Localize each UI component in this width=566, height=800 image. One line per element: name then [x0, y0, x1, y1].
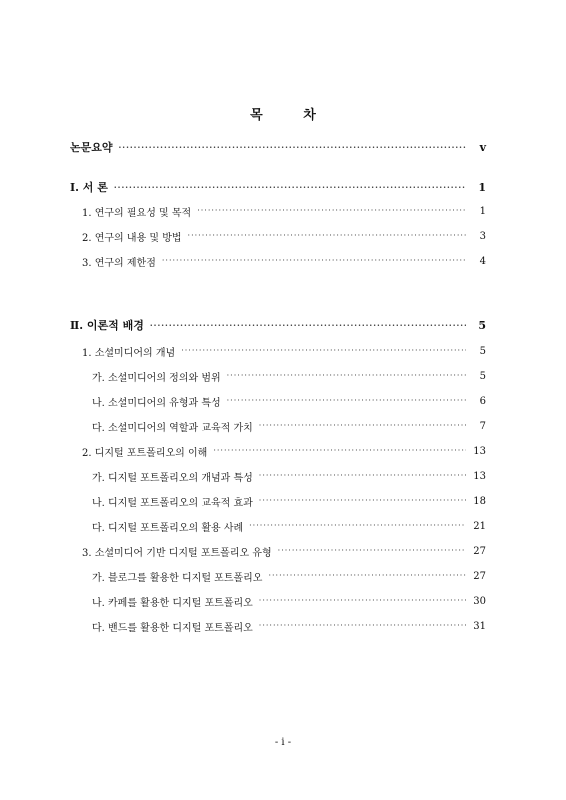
toc-entry-label: 1. 연구의 필요성 및 목적 — [82, 207, 192, 219]
toc-entry-label: 나. 소셜미디어의 유형과 특성 — [92, 397, 221, 409]
toc-subsection[interactable] — [92, 468, 486, 484]
toc-entry-page: 18 — [473, 495, 486, 507]
toc-subsection[interactable] — [92, 618, 486, 634]
toc-entry-label: 다. 디지털 포트폴리오의 활용 사례 — [92, 522, 244, 534]
toc-entry-label: 논문요약 — [70, 141, 113, 154]
toc-entry-page: 5 — [479, 370, 486, 382]
dot-leader — [227, 368, 466, 384]
toc-chapter-1[interactable] — [70, 179, 486, 195]
toc-entry-page: 6 — [479, 395, 486, 407]
dot-leader — [259, 418, 466, 434]
dot-leader — [181, 343, 466, 359]
toc-entry-label: Ⅱ. 이론적 배경 — [70, 319, 144, 332]
toc-subsection[interactable] — [92, 368, 486, 384]
dot-leader — [150, 317, 466, 333]
toc-section[interactable] — [82, 343, 486, 359]
dot-leader — [213, 443, 466, 459]
toc-entry-page: 3 — [479, 230, 486, 242]
dot-leader — [227, 393, 466, 409]
toc-section[interactable] — [82, 228, 486, 244]
toc-entry-page: 5 — [478, 318, 486, 332]
toc-entry-page: 1 — [479, 205, 486, 217]
toc-entry-label: 다. 소셜미디어의 역할과 교육적 가치 — [92, 422, 253, 434]
toc-section[interactable] — [82, 203, 486, 219]
toc-subsection[interactable] — [92, 393, 486, 409]
toc-entry-page: 27 — [473, 570, 486, 582]
toc-entry-abstract[interactable] — [70, 139, 486, 155]
toc-entry-page: 1 — [478, 180, 486, 194]
toc-entry-label: 3. 소셜미디어 기반 디지털 포트폴리오 유형 — [82, 547, 272, 559]
toc-subsection[interactable] — [92, 418, 486, 434]
toc-entry-label: 2. 디지털 포트폴리오의 이해 — [82, 447, 208, 459]
dot-leader — [259, 618, 466, 634]
toc-entry-label: 1. 소셜미디어의 개념 — [82, 347, 176, 359]
toc-entry-label: 가. 소셜미디어의 정의와 범위 — [92, 372, 221, 384]
toc-subsection[interactable] — [92, 568, 486, 584]
toc-subsection[interactable] — [92, 593, 486, 609]
toc-title: 목 차 — [250, 108, 334, 123]
dot-leader — [188, 228, 466, 244]
toc-entry-page: 13 — [473, 445, 486, 457]
toc-entry-label: 3. 연구의 제한점 — [82, 257, 156, 269]
toc-entry-label: 가. 디지털 포트폴리오의 개념과 특성 — [92, 472, 253, 484]
toc-entry-page: 4 — [479, 255, 486, 267]
toc-section[interactable] — [82, 443, 486, 459]
toc-entry-label: 나. 카페를 활용한 디지털 포트폴리오 — [92, 597, 253, 609]
toc-entry-page: 31 — [473, 620, 486, 632]
toc-chapter-2[interactable] — [70, 317, 486, 333]
toc-entry-page: 13 — [473, 470, 486, 482]
toc-entry-label: Ⅰ. 서 론 — [70, 181, 108, 194]
toc-entry-page: 21 — [473, 520, 486, 532]
dot-leader — [259, 468, 466, 484]
page-number-footer: - i - — [274, 737, 292, 748]
toc-entry-page: 5 — [479, 345, 486, 357]
toc-entry-label: 다. 밴드를 활용한 디지털 포트폴리오 — [92, 622, 253, 634]
toc-entry-page: v — [479, 140, 486, 154]
toc-entry-label: 가. 블로그를 활용한 디지털 포트폴리오 — [92, 572, 263, 584]
toc-subsection[interactable] — [92, 518, 486, 534]
toc-entry-page: 30 — [473, 595, 486, 607]
dot-leader — [249, 518, 466, 534]
toc-section[interactable] — [82, 543, 486, 559]
dot-leader — [197, 203, 466, 219]
dot-leader — [278, 543, 466, 559]
dot-leader — [259, 493, 466, 509]
toc-subsection[interactable] — [92, 493, 486, 509]
toc-entry-label: 나. 디지털 포트폴리오의 교육적 효과 — [92, 497, 253, 509]
dot-leader — [259, 593, 466, 609]
toc-entry-label: 2. 연구의 내용 및 방법 — [82, 232, 182, 244]
dot-leader — [119, 139, 466, 155]
toc-entry-page: 27 — [473, 545, 486, 557]
toc-entry-page: 7 — [479, 420, 486, 432]
dot-leader — [114, 179, 466, 195]
toc-section[interactable] — [82, 253, 486, 269]
dot-leader — [162, 253, 466, 269]
dot-leader — [268, 568, 466, 584]
